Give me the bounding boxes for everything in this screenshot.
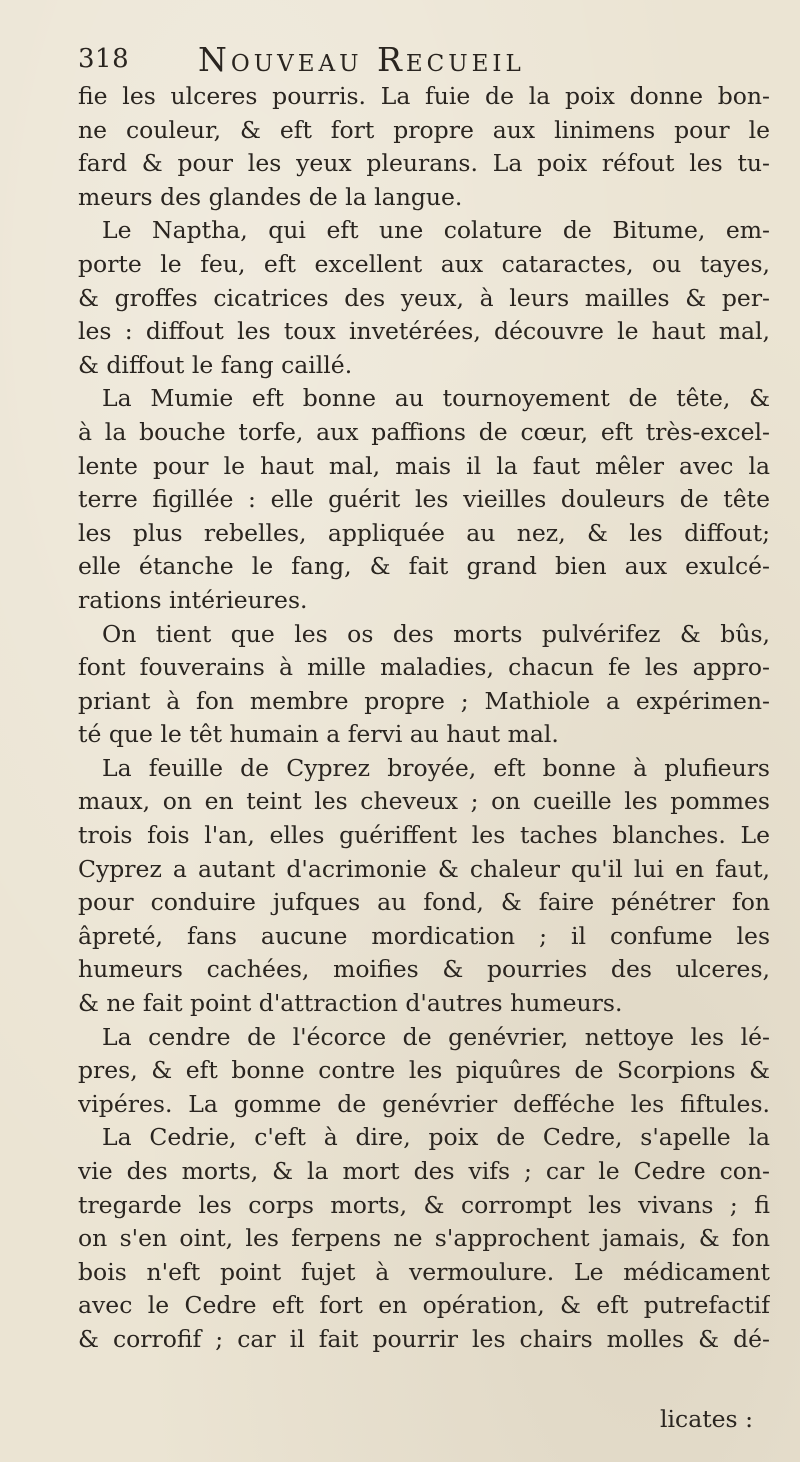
text-line: bois n'eft point fujet à vermoulure. Le médicament xyxy=(78,1257,770,1286)
text-line: Cyprez a autant d'acrimonie & chaleur qu'il lui en faut, xyxy=(78,854,770,883)
text-line: & groffes cicatrices des yeux, à leurs mailles & per- xyxy=(78,283,770,312)
text-line: les plus rebelles, appliquée au nez, & les diffout; xyxy=(78,518,770,547)
page-number: 318 xyxy=(78,44,130,74)
text-line: tregarde les corps morts, & corrompt les vivans ; fi xyxy=(78,1190,770,1219)
text-line: trois fois l'an, elles guériffent les taches blanches. Le xyxy=(78,821,770,850)
text-line: vie des morts, & la mort des vifs ; car le Cedre con- xyxy=(78,1157,770,1185)
text-line: porte le feu, eft excellent aux cataractes, ou tayes, xyxy=(78,249,770,278)
text-line: on s'en oint, les ferpens ne s'approchent jamais, & fon xyxy=(78,1224,770,1253)
text-line: avec le Cedre eft fort en opération, & eft putrefactif xyxy=(78,1291,770,1320)
text-line: La Mumie eft bonne au tournoyement de tête, & xyxy=(102,384,770,413)
text-line: humeurs cachées, moifies & pourries des ulceres, xyxy=(78,955,770,984)
text-line: La Cedrie, c'eft à dire, poix de Cedre, s'apelle la xyxy=(102,1123,770,1152)
running-title: Nouveau Recueil xyxy=(198,40,525,79)
text-line: La feuille de Cyprez broyée, eft bonne à plufieurs xyxy=(102,753,770,782)
text-line: fie les ulceres pourris. La fuie de la poix donne bon- xyxy=(78,82,770,110)
text-line: font fouverains à mille maladies, chacun fe les appro- xyxy=(78,653,770,682)
text-line: elle étanche le fang, & fait grand bien aux exulcé- xyxy=(78,552,770,581)
text-line: rations intérieures. xyxy=(78,585,308,614)
text-line: meurs des glandes de la langue. xyxy=(78,182,463,211)
text-line: & ne fait point d'attraction d'autres humeurs. xyxy=(78,989,623,1018)
catchword: licates : xyxy=(660,1405,754,1433)
text-line: lente pour le haut mal, mais il la faut mêler avec la xyxy=(78,451,770,480)
text-line: pres, & eft bonne contre les piquûres de Scorpions & xyxy=(78,1056,770,1085)
text-line: On tient que les os des morts pulvérifez & bûs, xyxy=(102,619,770,648)
text-line: terre figillée : elle guérit les vieilles douleurs de tête xyxy=(78,485,770,514)
text-line: Le Naptha, qui eft une colature de Bitume, em- xyxy=(102,216,770,245)
text-line: & corrofif ; car il fait pourrir les chairs molles & dé- xyxy=(78,1324,770,1353)
text-line: âpreté, fans aucune mordication ; il confume les xyxy=(78,921,770,950)
text-line: té que le têt humain a fervi au haut mal. xyxy=(78,720,559,749)
text-line: priant à fon membre propre ; Mathiole a expérimen- xyxy=(78,686,770,715)
text-line: fard & pour les yeux pleurans. La poix réfout les tu- xyxy=(78,149,770,178)
text-line: pour conduire jufques au fond, & faire pénétrer fon xyxy=(78,888,770,917)
text-line: à la bouche torfe, aux paffions de cœur, eft très-excel- xyxy=(78,417,770,446)
body-text xyxy=(78,80,770,1357)
text-line: vipéres. La gomme de genévrier defféche les fiftules. xyxy=(78,1089,770,1118)
text-line: les : diffout les toux invetérées, découvre le haut mal, xyxy=(78,317,770,346)
text-line: ne couleur, & eft fort propre aux linimens pour le xyxy=(78,115,770,144)
text-line: La cendre de l'écorce de genévrier, nettoye les lé- xyxy=(102,1022,770,1051)
text-line: maux, on en teint les cheveux ; on cueille les pommes xyxy=(78,787,770,816)
text-line: & diffout le fang caillé. xyxy=(78,350,353,379)
page-header xyxy=(78,40,758,80)
